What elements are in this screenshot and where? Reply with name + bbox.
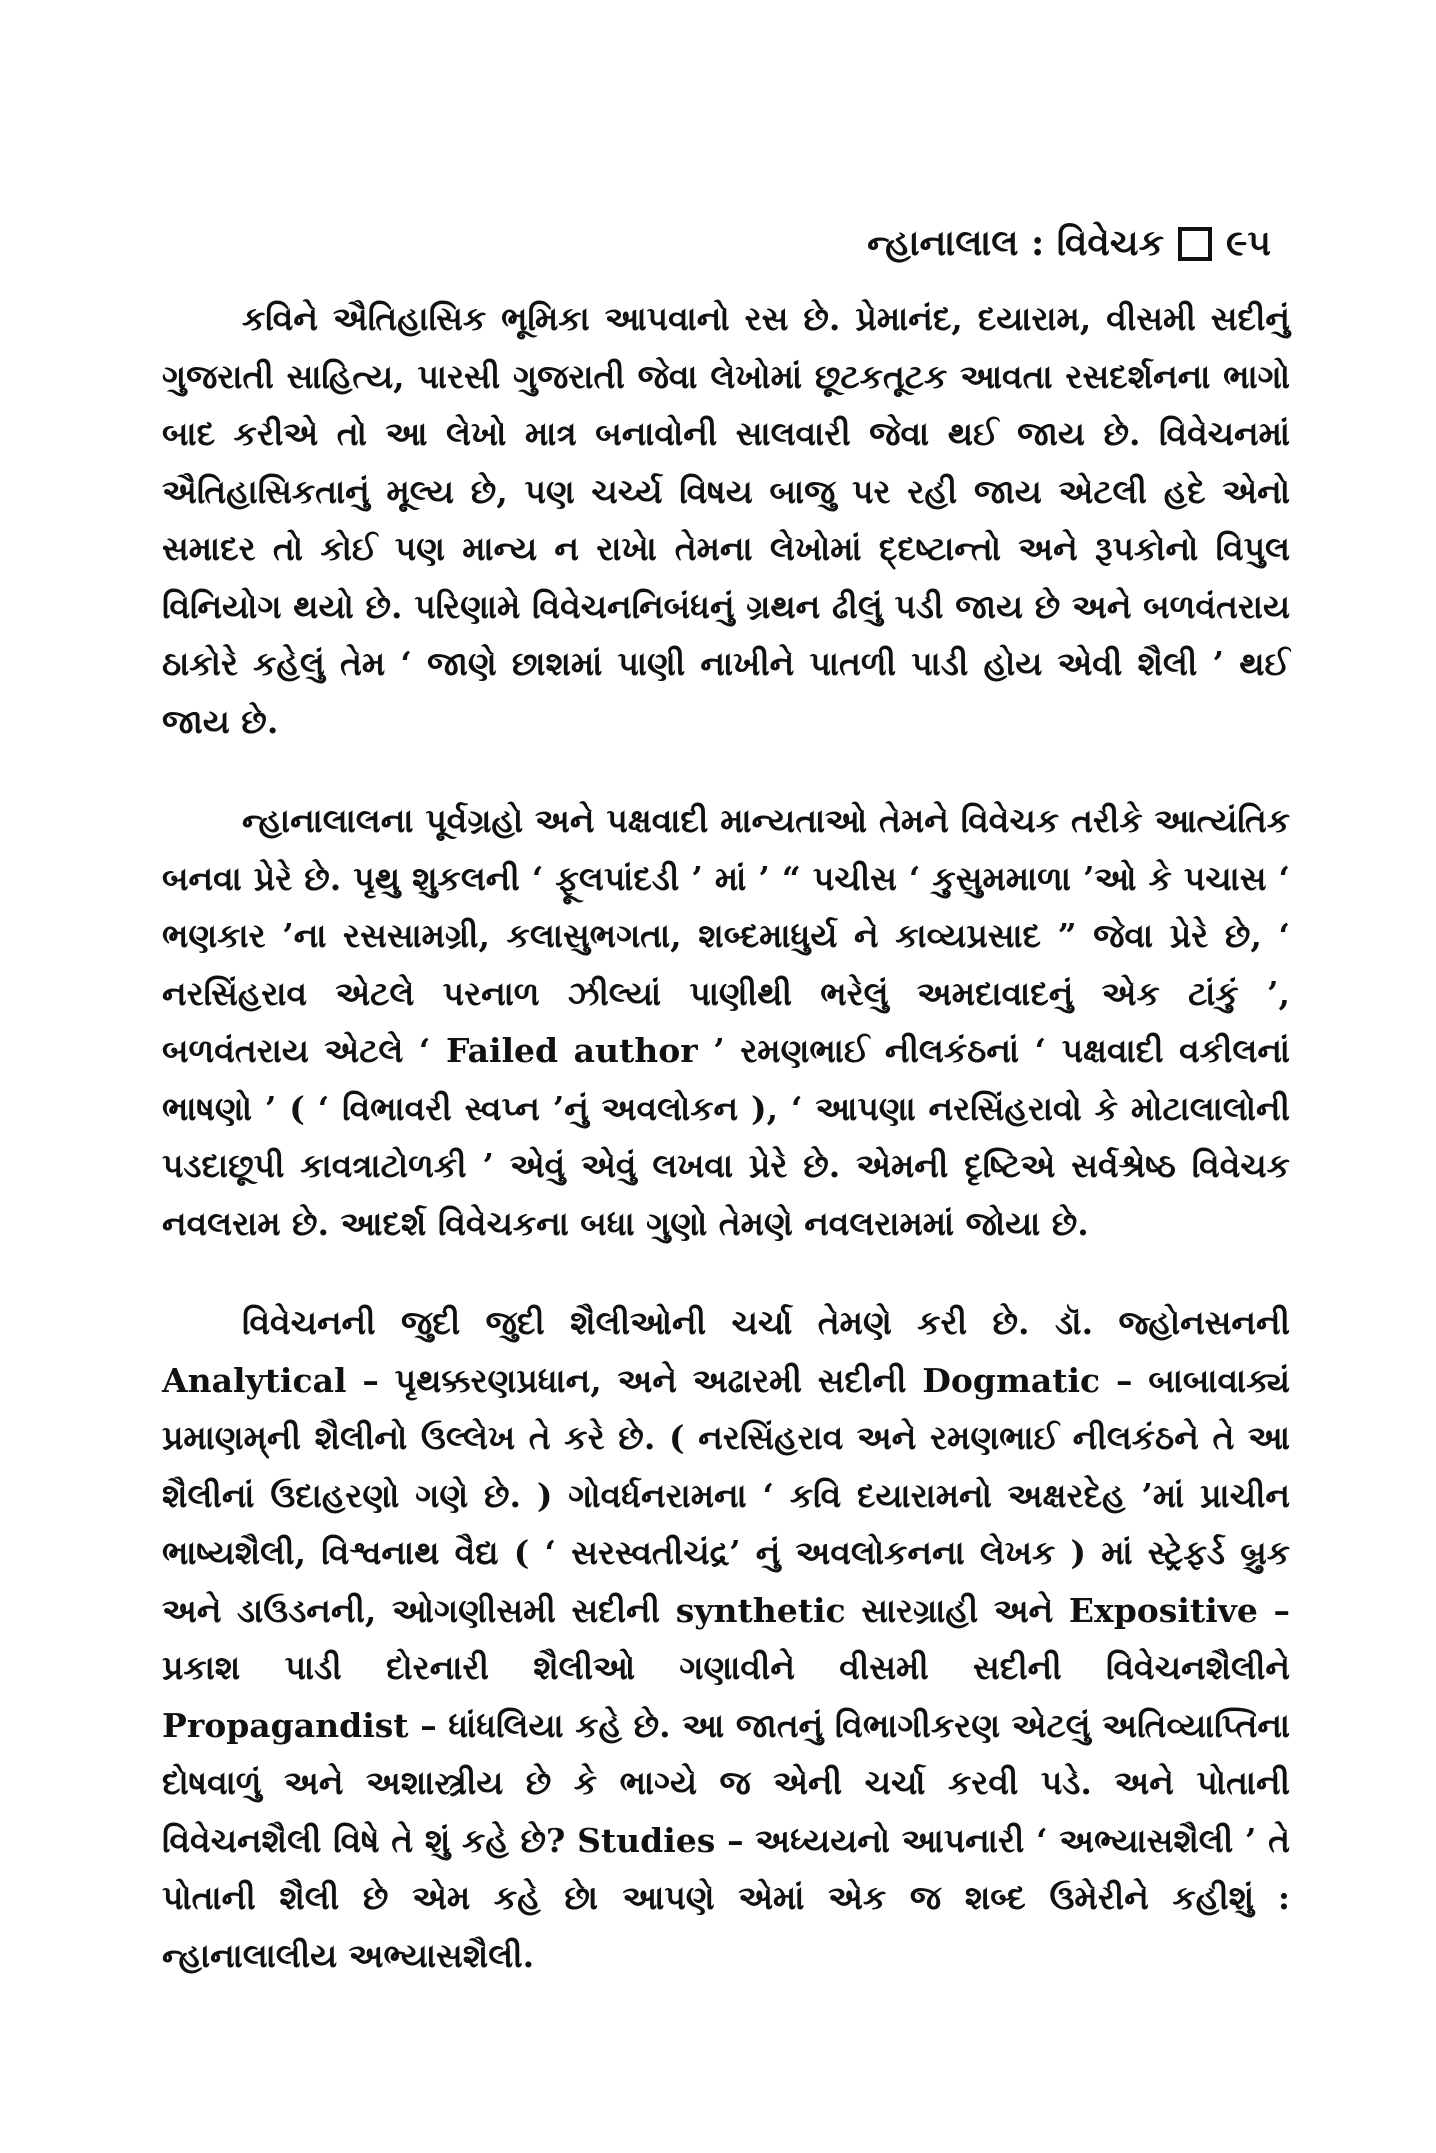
running-head [867, 222, 1271, 265]
page-number: ૯૫ [1226, 222, 1271, 264]
paragraph-1: કવિને ઐતિહાસિક ભૂમિકા આપવાનો રસ છે. પ્રેમાનંદ, દયારામ, વીસમી સદીનું ગુજરાતી સાહિત્ય, પારસી ગુજરાતી જેવા લેખોમાં છૂટકતૂટક આવતા રસદર્શનના ભાગો બાદ કરીએ તો આ લેખો માત્ર બનાવોની સાલવારી જેવા થઈ જાય છે. વિવેચનમાં ઐતિહાસિકતાનું મૂલ્ય છે, પણ ચર્ચ્ય વિષય બાજુ પર રહી જાય એટલી હદે એનો સમાદર તો કોઈ પણ માન્ય ન રાખે। તેમના લેખોમાં દ્દષ્ટાન્તો અને રૂપકોનો વિપુલ વિનિયોગ થયો છે. પરિણામે વિવેચનનિબંધનું ગ્રથન ઢીલું પડી જાય છે અને બળવંતરાય ઠાકોરે કહેલું તેમ ‘ જાણે છાશમાં પાણી નાખીને પાતળી પાડી હોય એવી શૈલી ’ થઈ જાય છે. [162, 299, 1290, 741]
paragraph-3: વિવેચનની જુદી જુદી શૈલીઓની ચર્ચા તેમણે કરી છે. ડૉ. જ્હોનસનની Analytical – પૃથક્કરણપ્રધાન, અને અઢારમી સદીની Dogmatic – બાબાવાક્યં પ્રમાણમ્‌ની શૈલીનો ઉલ્લેખ તે કરે છે. ( નરસિંહરાવ અને રમણભાઈ નીલકંઠને તે આ શૈલીનાં ઉદાહરણો ગણે છે. ) ગોવર્ધનરામના ‘ કવિ દયારામનો અક્ષરદેહ ’માં પ્રાચીન ભાષ્યશૈલી, વિશ્વનાથ વૈદ્ય ( ‘ સરસ્વતીચંદ્ર’ નું અવલોકનના લેખક ) માં સ્ટ્રેફર્ડ બ્રુક અને ડાઉડનની, ઓગણીસમી સદીની synthetic સારગ્રાહી અને Expositive – પ્રકાશ પાડી દોરનારી શૈલીઓ ગણાવીને વીસમી સદીની વિવેચનશૈલીને Propagandist – ધાંધલિયા કહે છે. આ જાતનું વિભાગીકરણ એટલું અતિવ્યાપ્તિના દોષવાળું અને અશાસ્ત્રીય છે કે ભાગ્યે જ એની ચર્ચા કરવી પડે. અને પોતાની વિવેચનશૈલી વિષે તે શું કહે છે? Studies – અધ્યયનો આપનારી ‘ અભ્યાસશૈલી ’ તે પોતાની શૈલી છે એમ કહે છે। આપણે એમાં એક જ શબ્દ ઉમેરીને કહીશું : ન્હાનાલાલીય અભ્યાસશૈલી. [162, 1303, 1290, 1975]
paragraph-2: ન્હાનાલાલના પૂર્વગ્રહો અને પક્ષવાદી માન્યતાઓ તેમને વિવેચક તરીકે આત્યંતિક બનવા પ્રેરે છે. પૃથુ શુકલની ‘ ફૂલપાંદડી ’ માં ’ “ પચીસ ‘ કુસુમમાળા ’ઓ કે પચાસ ‘ ભણકાર ’ના રસસામગ્રી, કલાસુભગતા, શબ્દમાધુર્ય ને કાવ્યપ્રસાદ ” જેવા પ્રેરે છે, ‘ નરસિંહરાવ એટલે પરનાળ ઝીલ્યાં પાણીથી ભરેલું અમદાવાદનું એક ટાંકું ’, બળવંતરાય એટલે ‘ Failed author ’ રમણભાઈ નીલકંઠનાં ‘ પક્ષવાદી વકીલનાં ભાષણો ’ ( ‘ વિભાવરી સ્વપ્ન ’નું અવલોકન ), ‘ આપણા નરસિંહરાવો કે મોટાલાલોની પડદાછૂપી કાવત્રાટોળકી ’ એવું એવું લખવા પ્રેરે છે. એમની દૃષ્ટિએ સર્વશ્રેષ્ઠ વિવેચક નવલરામ છે. આદર્શ વિવેચકના બધા ગુણો તેમણે નવલરામમાં જોયા છે. [162, 801, 1290, 1243]
body-text [162, 290, 1290, 1984]
running-head-title: ન્હાનાલાલ : વિવેચક [867, 222, 1165, 264]
square-ornament-icon [1178, 227, 1212, 261]
